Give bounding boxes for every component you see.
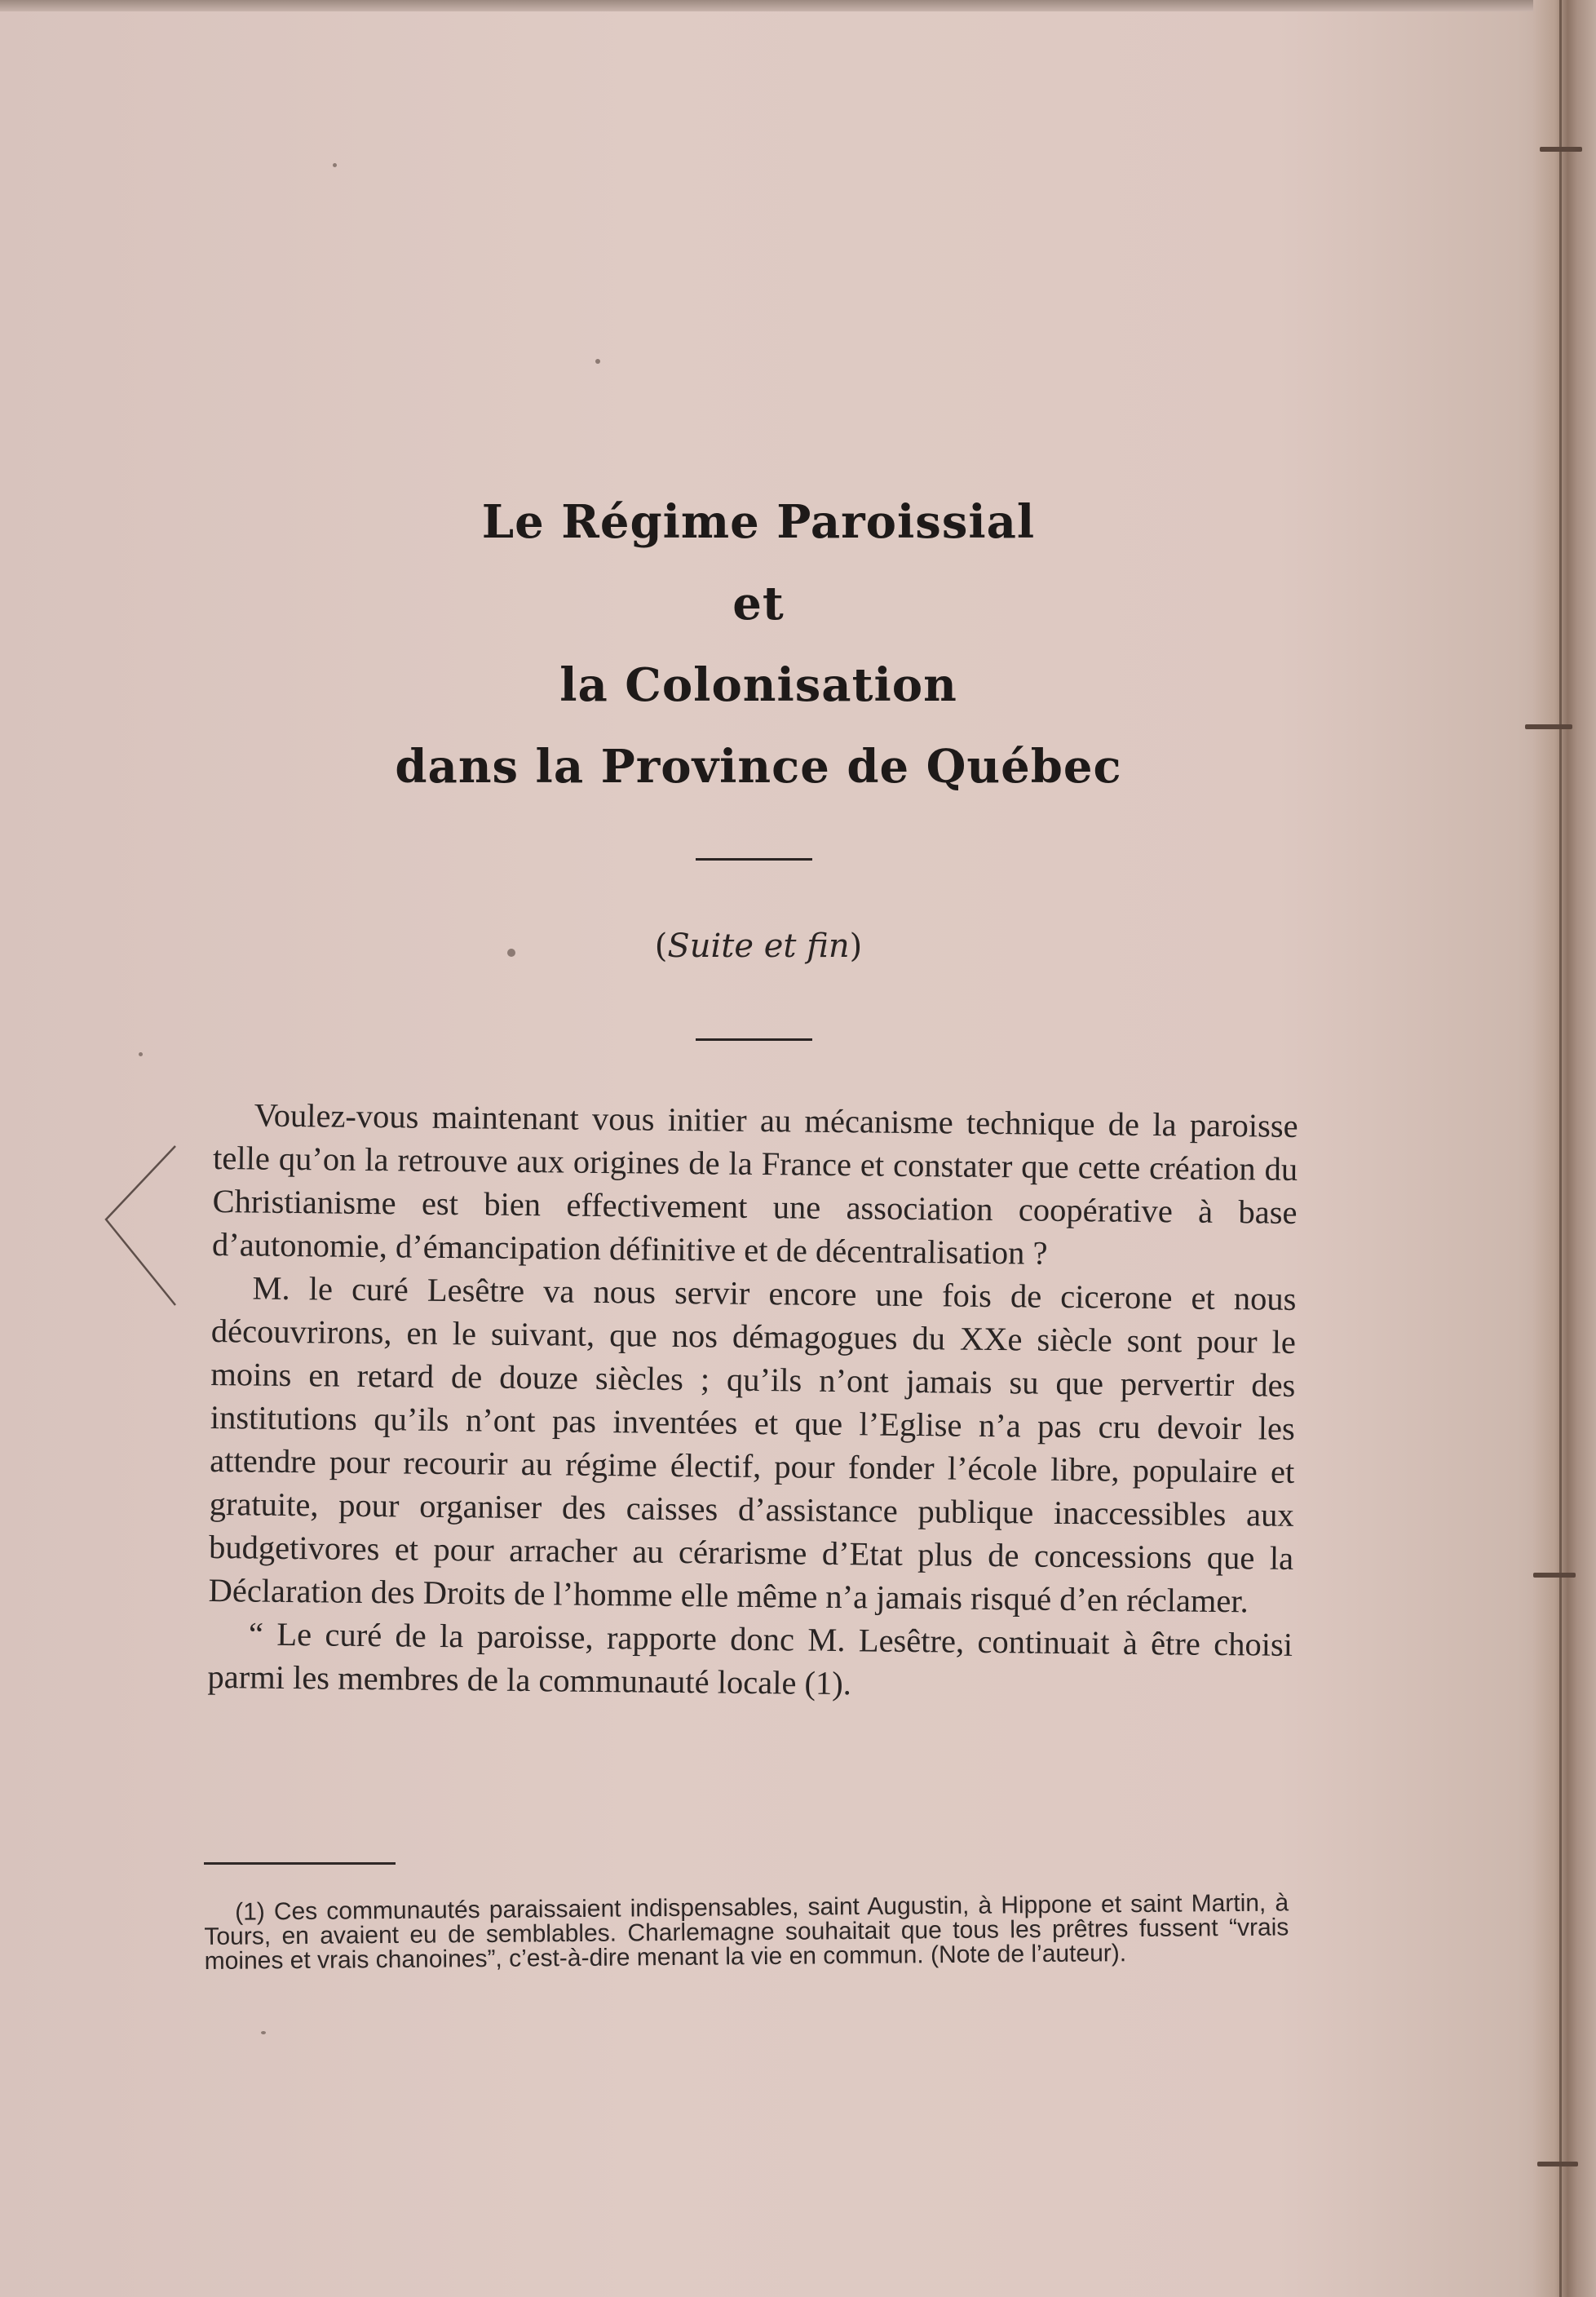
body-paragraph: “ Le curé de la paroisse, rapporte donc M. Lesêtre, continuait à être choisi parmi les membres de la communauté locale (1). — [207, 1615, 1293, 1702]
article-subtitle — [489, 927, 1028, 965]
body-paragraph: M. le curé Lesêtre va nous servir encore une fois de cicerone et nous découvrirons, en le suivant, que nos démagogues du XXe siècle sont pour le moins en retard de douze siècles ; qu’ils n’ont jamais su que pervertir des institutions qu’ils n’ont pas inventées et que l’Eglise n’a pas cru devoir les attendre pour recourir au régime électif, pour fonder l’école libre, populaire et gratuite, pour organiser des caisses d’assistance publique inaccessibles aux budgetivores et pour arracher au cérarisme d’Etat plus de concessions que la Déclaration des Droits de l’homme elle même n’a jamais risqué d’en réclamer. — [208, 1269, 1297, 1620]
title-line-4: dans la Province de Québec — [395, 740, 1122, 794]
subtitle-open-paren: ( — [654, 927, 668, 965]
subtitle-close-paren: ) — [849, 927, 863, 965]
article-body — [207, 1093, 1298, 1710]
subtitle-text: Suite et fin — [667, 927, 850, 965]
title-line-1: Le Régime Paroissial — [481, 495, 1036, 549]
binding-crease — [1559, 0, 1562, 2297]
page-top-edge — [0, 0, 1596, 11]
binding-stitch — [1525, 724, 1572, 729]
title-line-3: la Colonisation — [559, 658, 957, 712]
paper-speck — [595, 359, 600, 364]
paper-speck — [333, 163, 337, 167]
book-binding — [1533, 0, 1596, 2297]
title-divider — [696, 858, 812, 861]
paper-speck — [261, 2031, 266, 2034]
footnote-divider — [204, 1862, 396, 1865]
subtitle-divider — [696, 1038, 812, 1041]
margin-pencil-mark — [98, 1142, 188, 1313]
title-line-2: et — [732, 577, 785, 631]
article-title — [326, 481, 1191, 808]
footnote: (1) Ces communautés paraissaient indispensables, saint Augustin, à Hippone et saint Martin, à Tours, en avaient eu de semblables. Charlemagne souhaitait que tous les prêtres fussent “vrais moines et vrais chanoines”, c’est-à-dire menant la vie en commun. (Note de l’auteur). — [204, 1889, 1289, 1975]
body-paragraph: Voulez-vous maintenant vous initier au mécanisme technique de la paroisse telle qu’on la retrouve aux origines de la France et constater que cette création du Christianisme est bien effectivement une association coopérative à base d’autonomie, d’émancipation définitive et de décentralisation ? — [211, 1096, 1298, 1272]
binding-stitch — [1537, 2162, 1578, 2166]
paper-speck — [139, 1052, 143, 1056]
binding-stitch — [1533, 1573, 1576, 1578]
binding-stitch — [1540, 147, 1582, 152]
paper-speck — [507, 949, 515, 957]
